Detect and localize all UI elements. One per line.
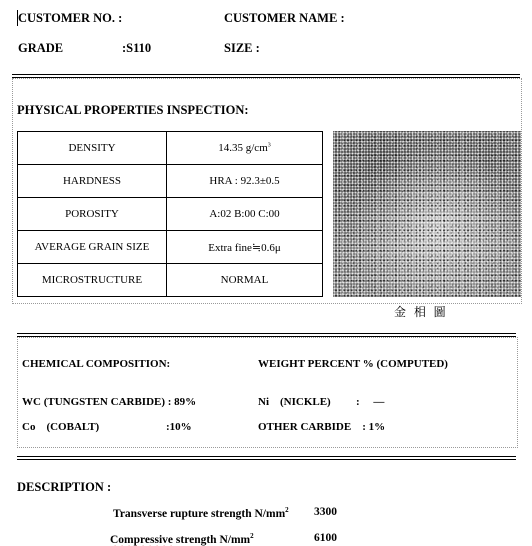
- spellcheck-word: Compressive: [110, 533, 174, 546]
- property-value: A:02 B:00 C:00: [167, 198, 323, 231]
- table-row: [18, 231, 323, 264]
- chemical-bottom-rule: [17, 456, 516, 460]
- chemical-title: CHEMICAL COMPOSITION:: [22, 358, 171, 370]
- image-caption: 金 相 圖: [394, 305, 448, 319]
- wc-line: WC (TUNGSTEN CARBIDE) : 89%: [22, 396, 197, 408]
- table-row: [18, 264, 323, 297]
- property-value: HRA : 92.3±0.5: [167, 165, 323, 198]
- property-label: HARDNESS: [18, 165, 167, 198]
- compressive-value: 6100: [314, 532, 337, 544]
- transverse-label: Transverse rupture strength $N/mm^2$: [113, 506, 289, 520]
- table-row: [18, 165, 323, 198]
- description-title: DESCRIPTION :: [17, 480, 112, 494]
- property-label: DENSITY: [18, 132, 167, 165]
- customer-name-label: CUSTOMER NAME :: [224, 11, 345, 25]
- table-row: [18, 132, 323, 165]
- co-label: Co (COBALT): [22, 421, 100, 433]
- ni-label: Ni (NICKLE): [258, 396, 331, 408]
- size-label: SIZE :: [224, 41, 260, 55]
- property-label: AVERAGE GRAIN SIZE: [18, 231, 167, 264]
- property-value: NORMAL: [167, 264, 323, 297]
- table-row: [18, 198, 323, 231]
- customer-no-label: CUSTOMER NO. :: [18, 11, 123, 25]
- property-label: POROSITY: [18, 198, 167, 231]
- other-carbide: OTHER CARBIDE : 1%: [258, 421, 386, 433]
- grade-label: GRADE: [18, 41, 64, 55]
- property-value: 14.35 $g/cm^3$: [167, 132, 323, 165]
- grade-value: :S110: [122, 41, 152, 55]
- physical-properties-table: [17, 131, 323, 297]
- physical-title: PHYSICAL PROPERTIES INSPECTION:: [17, 103, 249, 117]
- ni-value: : —: [356, 396, 385, 408]
- compressive-label: Compressive strength $N/mm^2$: [110, 532, 254, 546]
- property-value: Extra fine≒0.6μ: [167, 231, 323, 264]
- weight-percent-title: WEIGHT PERCENT % (COMPUTED): [258, 358, 448, 370]
- transverse-value: 3300: [314, 506, 337, 518]
- property-label: MICROSTRUCTURE: [18, 264, 167, 297]
- co-value: :10%: [166, 421, 192, 433]
- microstructure-image: [333, 131, 521, 297]
